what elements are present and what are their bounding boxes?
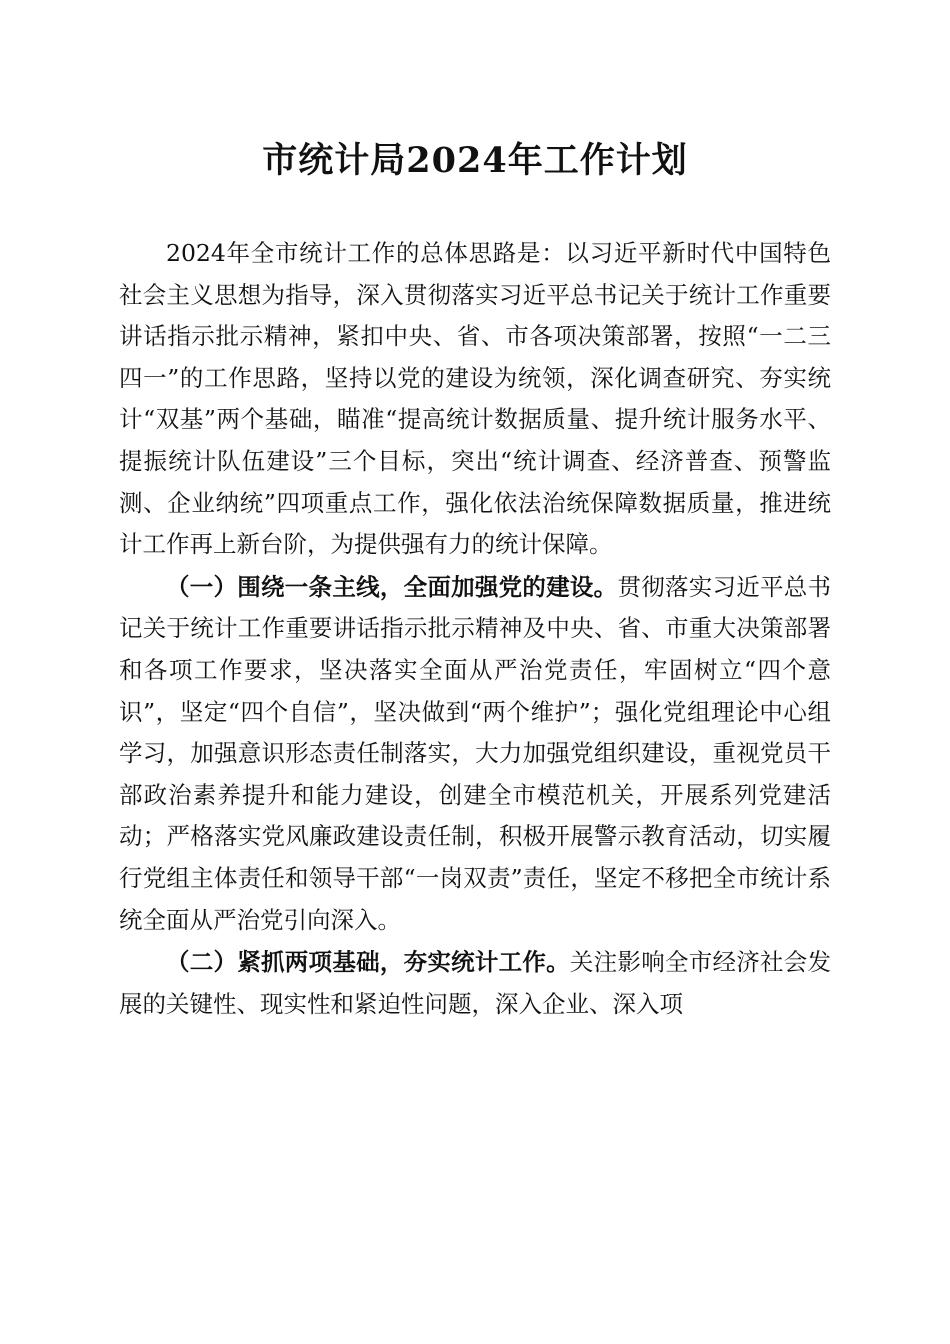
intro-paragraph (119, 233, 831, 566)
paragraph-text: 2024年全市统计工作的总体思路是：以习近平新时代中国特色社会主义思想为指导，深入贯彻落实习近平总书记关于统计工作重要讲话指示批示精神，紧扣中央、省、市各项决策部署，按照“一二三四一”的工作思路，坚持以党的建设为统领，深化调查研究、夯实统计“双基”两个基础，瞄准“提高统计数据质量、提升统计服务水平、提振统计队伍建设”三个目标，突出“统计调查、经济普查、预警监测、企业纳统”四项重点工作，强化依法治统保障数据质量，推进统计工作再上新台阶，为提供强有力的统计保障。 (119, 239, 831, 559)
section-paragraph-2 (119, 942, 831, 1025)
paragraph-text: 贯彻落实习近平总书记关于统计工作重要讲话指示批示精神及中央、省、市重大决策部署和各项工作要求，坚决落实全面从严治党责任，牢固树立“四个意识”，坚定“四个自信”，坚决做到“两个维护”；强化党组理论中心组学习，加强意识形态责任制落实，大力加强党组织建设，重视党员干部政治素养提升和能力建设，创建全市模范机关，开展系列党建活动；严格落实党风廉政建设责任制，积极开展警示教育活动，切实履行党组主体责任和领导干部“一岗双责”责任，坚定不移把全市统计系统全面从严治党引向深入。 (119, 572, 832, 934)
page-title: 市统计局2024年工作计划 (262, 140, 688, 181)
section-heading-2: （二）紧抓两项基础，夯实统计工作。 (166, 948, 570, 977)
document-body (119, 233, 831, 1025)
section-paragraph-1 (119, 567, 831, 941)
section-heading-1: （一）围绕一条主线，全面加强党的建设。 (166, 572, 618, 601)
paragraph-text: 关注影响全市经济社会发展的关键性、现实性和紧迫性问题，深入企业、深入项 (119, 948, 832, 1018)
